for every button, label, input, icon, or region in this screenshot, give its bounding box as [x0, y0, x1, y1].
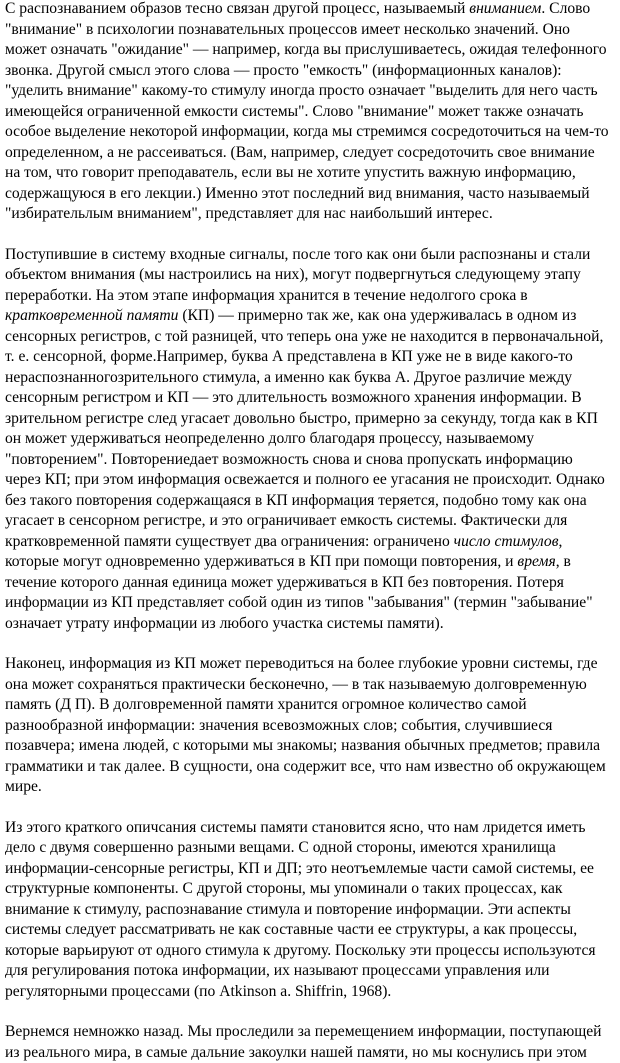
paragraph [5, 0, 610, 225]
paragraph-text: , которые могут одновременно удерживаться в КП при помощи повторения, и [5, 532, 563, 570]
paragraph-text: Вернемся немножко назад. Мы проследили за перемещением информации, поступающей из реального мира, в самые дальние закоулки нашей памяти, но мы коснулись при этом [5, 1023, 602, 1061]
italic-term: число стимулов [453, 532, 559, 550]
paragraph [5, 818, 610, 1003]
italic-term: время [517, 553, 556, 570]
paragraph-text: С распознаванием образов тесно связан другой процесс, называемый [5, 0, 470, 17]
paragraph [5, 245, 610, 635]
paragraph-text: Из этого краткого опичсания системы памяти становится ясно, что нам лридется иметь дело с двумя совершенно разными вещами. С одной стороны, имеются хранилища информации-сенсорные регистры, КП и ДП; это неотъемлемые части самой системы, ее структурные компоненты. С другой стороны, мы упоминали о таких процессах, как внимание к стимулу, распознавание стимула и повторение информации. Эти аспекты системы следует рассматривать не как составные части ее структуры, а как процессы, которые варьируют от одного стимула к другому. Поскольку эти процессы используются для регулирования потока информации, их называют процессами управления или регуляторными процессами (по Atkinson a. Shiffrin, 1968). [5, 818, 596, 1000]
paragraph [5, 1022, 610, 1063]
paragraph-text: , в течение которого данная единица может удерживаться в КП без повторения. Потеря информации из КП представляет собой один из типов "забывания" (термин "забывание" означает утрату информации из любого участка системы памяти). [5, 553, 593, 632]
italic-term: кратковременной памяти [5, 307, 179, 324]
paragraph-text: (КП) — примерно так же, как она удерживалась в одном из сенсорных регистров, с той разницей, что теперь она уже не находится в первоначальной, т. е. сенсорной, форме.Например, буква А представлена в КП уже не в виде какого-то нераспознанногозрительного стимула, а именно как буква А. Другое различие между сенсорным регистром и КП — это длительность возможного хранения информации. В зрительном регистре след угасает довольно быстро, примерно за секунду, тогда как в КП он может удерживаться неопределенно долго благодаря процессу, называемому "повторением". Повторениедает возможность снова и снова пропускать информацию через КП; при этом информация освежается и полного ее угасания не происходит. Однако без такого повторения содержащаяся в КП информация теряется, подобно тому как она угасает в сенсорном регистре, и это ограничивает емкость системы. Фактически для кратковременной памяти существует два ограничения: ограничено [5, 307, 605, 550]
paragraph-text: Наконец, информация из КП может переводиться на более глубокие уровни системы, где она может сохраняться практически бесконечно, — в так называемую долговременную память (Д П). В долговременной памяти хранится огромное количество самой разнообразной информации: значения всевозможных слов; события, случившиеся позавчера; имена людей, с которыми мы знакомы; названия обычных предметов; правила грамматики и так далее. В сущности, она содержит все, что нам известно об окружающем мире. [5, 655, 606, 795]
paragraph-text: . Слово "внимание" в психологии познавательных процессов имеет несколько значений. Оно может означать "ожидание" — например, когда вы прислушиваетесь, ожидая телефонного звонка. Другой смысл этого слова — просто "емкость" (информационных каналов): "уделить внимание" какому-то стимулу иногда просто означает "выделить для него часть имеющейся ограниченной емкости системы". Слово "внимание" может также означать особое выделение некоторой информации, когда мы стремимся сосредоточиться на чем-то определенном, а не рассеиваться. (Вам, например, следует сосредоточить свое внимание на том, что говорит преподаватель, если вы не хотите упустить важную информацию, содержащуюся в его лекции.) Именно этот последний вид внимания, часто называемый "избирательлым вниманием", представляет для нас наибольший интерес. [5, 0, 609, 222]
paragraph-text: Поступившие в систему входные сигналы, после того как они были распознаны и стали объектом внимания (мы настроились на них), могут подвергнуться следующему этапу переработки. На этом этапе информация хранится в течение недолгого срока в [5, 245, 591, 304]
italic-term: вниманием [469, 0, 542, 17]
paragraph [5, 654, 610, 798]
